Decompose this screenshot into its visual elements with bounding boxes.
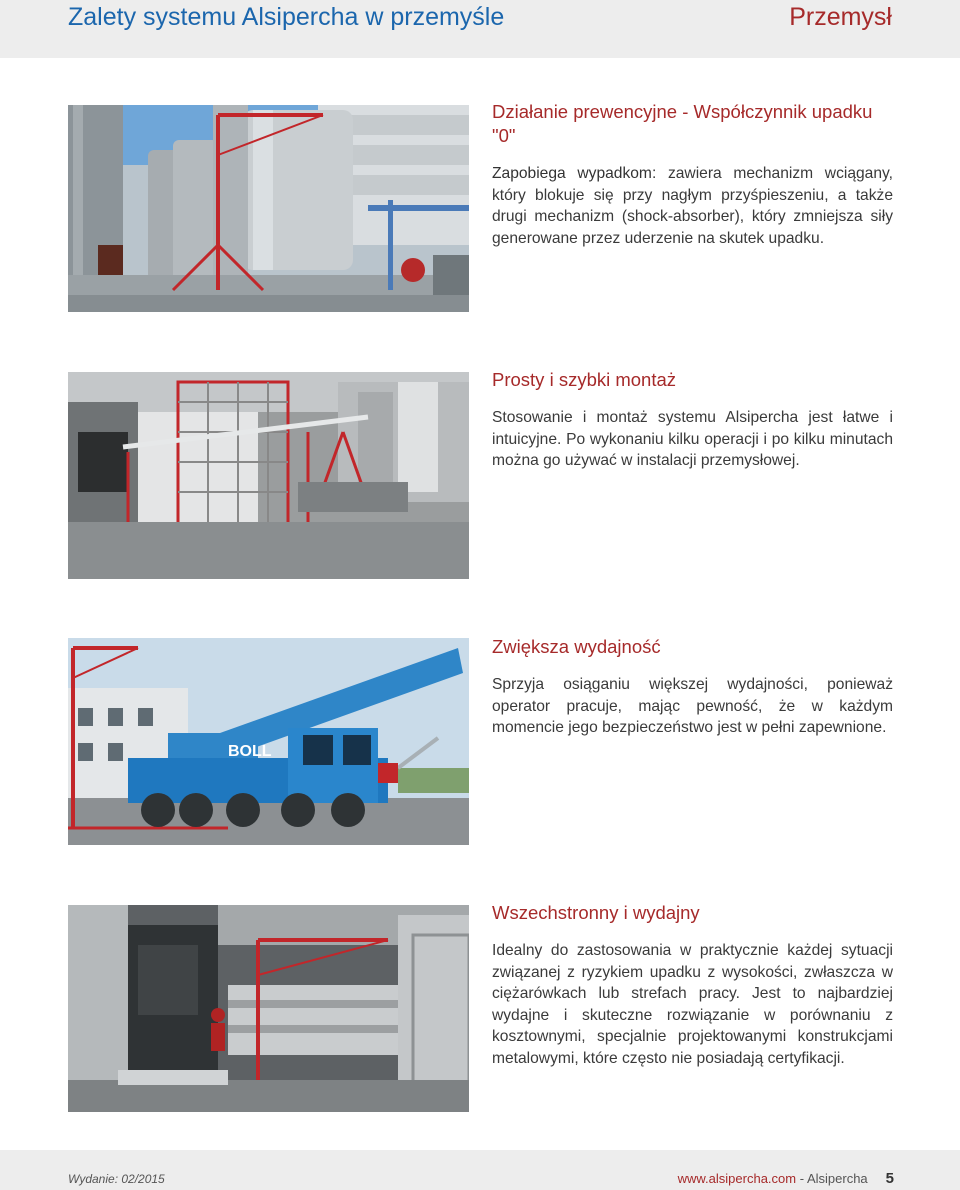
section-installation bbox=[492, 368, 893, 472]
section-title: Działanie prewencyjne - Współczynnik upadku "0" bbox=[492, 101, 873, 146]
installation-illustration bbox=[68, 372, 469, 579]
section-body: : zawiera mechanizm wciągany, który blokuje się przy nagłym przyśpieszeniu, a także drugi mechanizm (shock-absorber), który zmniejsza siły generowane przez uderzenie na skutek upadku. bbox=[492, 165, 893, 247]
section-text bbox=[492, 163, 893, 249]
footer-separator: - bbox=[796, 1171, 807, 1186]
page-number: 5 bbox=[885, 1170, 894, 1187]
section-title: Prosty i szybki montaż bbox=[492, 369, 677, 390]
section-lead: Zapobiega wypadkom bbox=[492, 165, 652, 182]
page-title: Zalety systemu Alsipercha w przemyśle bbox=[68, 3, 505, 31]
section-title: Wszechstronny i wydajny bbox=[492, 902, 700, 923]
edition-label: Wydanie: 02/2015 bbox=[68, 1172, 165, 1186]
crane-illustration bbox=[68, 638, 469, 845]
section-body: Stosowanie i montaż systemu Alsipercha jest łatwe i intuicyjne. Po wykonaniu kilku operacji i po kilku minutach można go używać w instalacji przemysłowej. bbox=[492, 409, 893, 469]
photo-silos bbox=[68, 105, 469, 312]
section-preventive bbox=[492, 100, 893, 249]
website-link[interactable]: www.alsipercha.com bbox=[677, 1171, 797, 1186]
crane-logo: BOLL bbox=[228, 743, 272, 760]
section-efficiency bbox=[492, 635, 893, 739]
silos-illustration bbox=[68, 105, 469, 312]
photo-crane bbox=[68, 638, 469, 845]
page-header bbox=[0, 0, 960, 58]
section-title: Zwiększa wydajność bbox=[492, 636, 661, 657]
section-versatile bbox=[492, 901, 893, 1069]
footer-right bbox=[678, 1170, 894, 1187]
section-label: Przemysł bbox=[789, 3, 892, 31]
photo-installation bbox=[68, 372, 469, 579]
photo-industrial bbox=[68, 905, 469, 1112]
page-footer bbox=[0, 1150, 960, 1190]
section-body: Sprzyja osiąganiu większej wydajności, ponieważ operator pracuje, mając pewność, że w każdym momencie jego bezpieczeństwo jest w pełni zapewnione. bbox=[492, 676, 893, 736]
footer-brand: Alsipercha bbox=[806, 1171, 868, 1186]
section-body: Idealny do zastosowania w praktycznie każdej sytuacji związanej z ryzykiem upadku z wysokości, zwłaszcza w ciężarówkach lub strefach pracy. Jest to najbardziej wydajne i skuteczne rozwiązanie w porównaniu z kosztownymi, specjalnie projektowanymi konstrukcjami metalowymi, które często nie posiadają certyfikacji. bbox=[492, 942, 893, 1067]
industrial-illustration bbox=[68, 905, 469, 1112]
